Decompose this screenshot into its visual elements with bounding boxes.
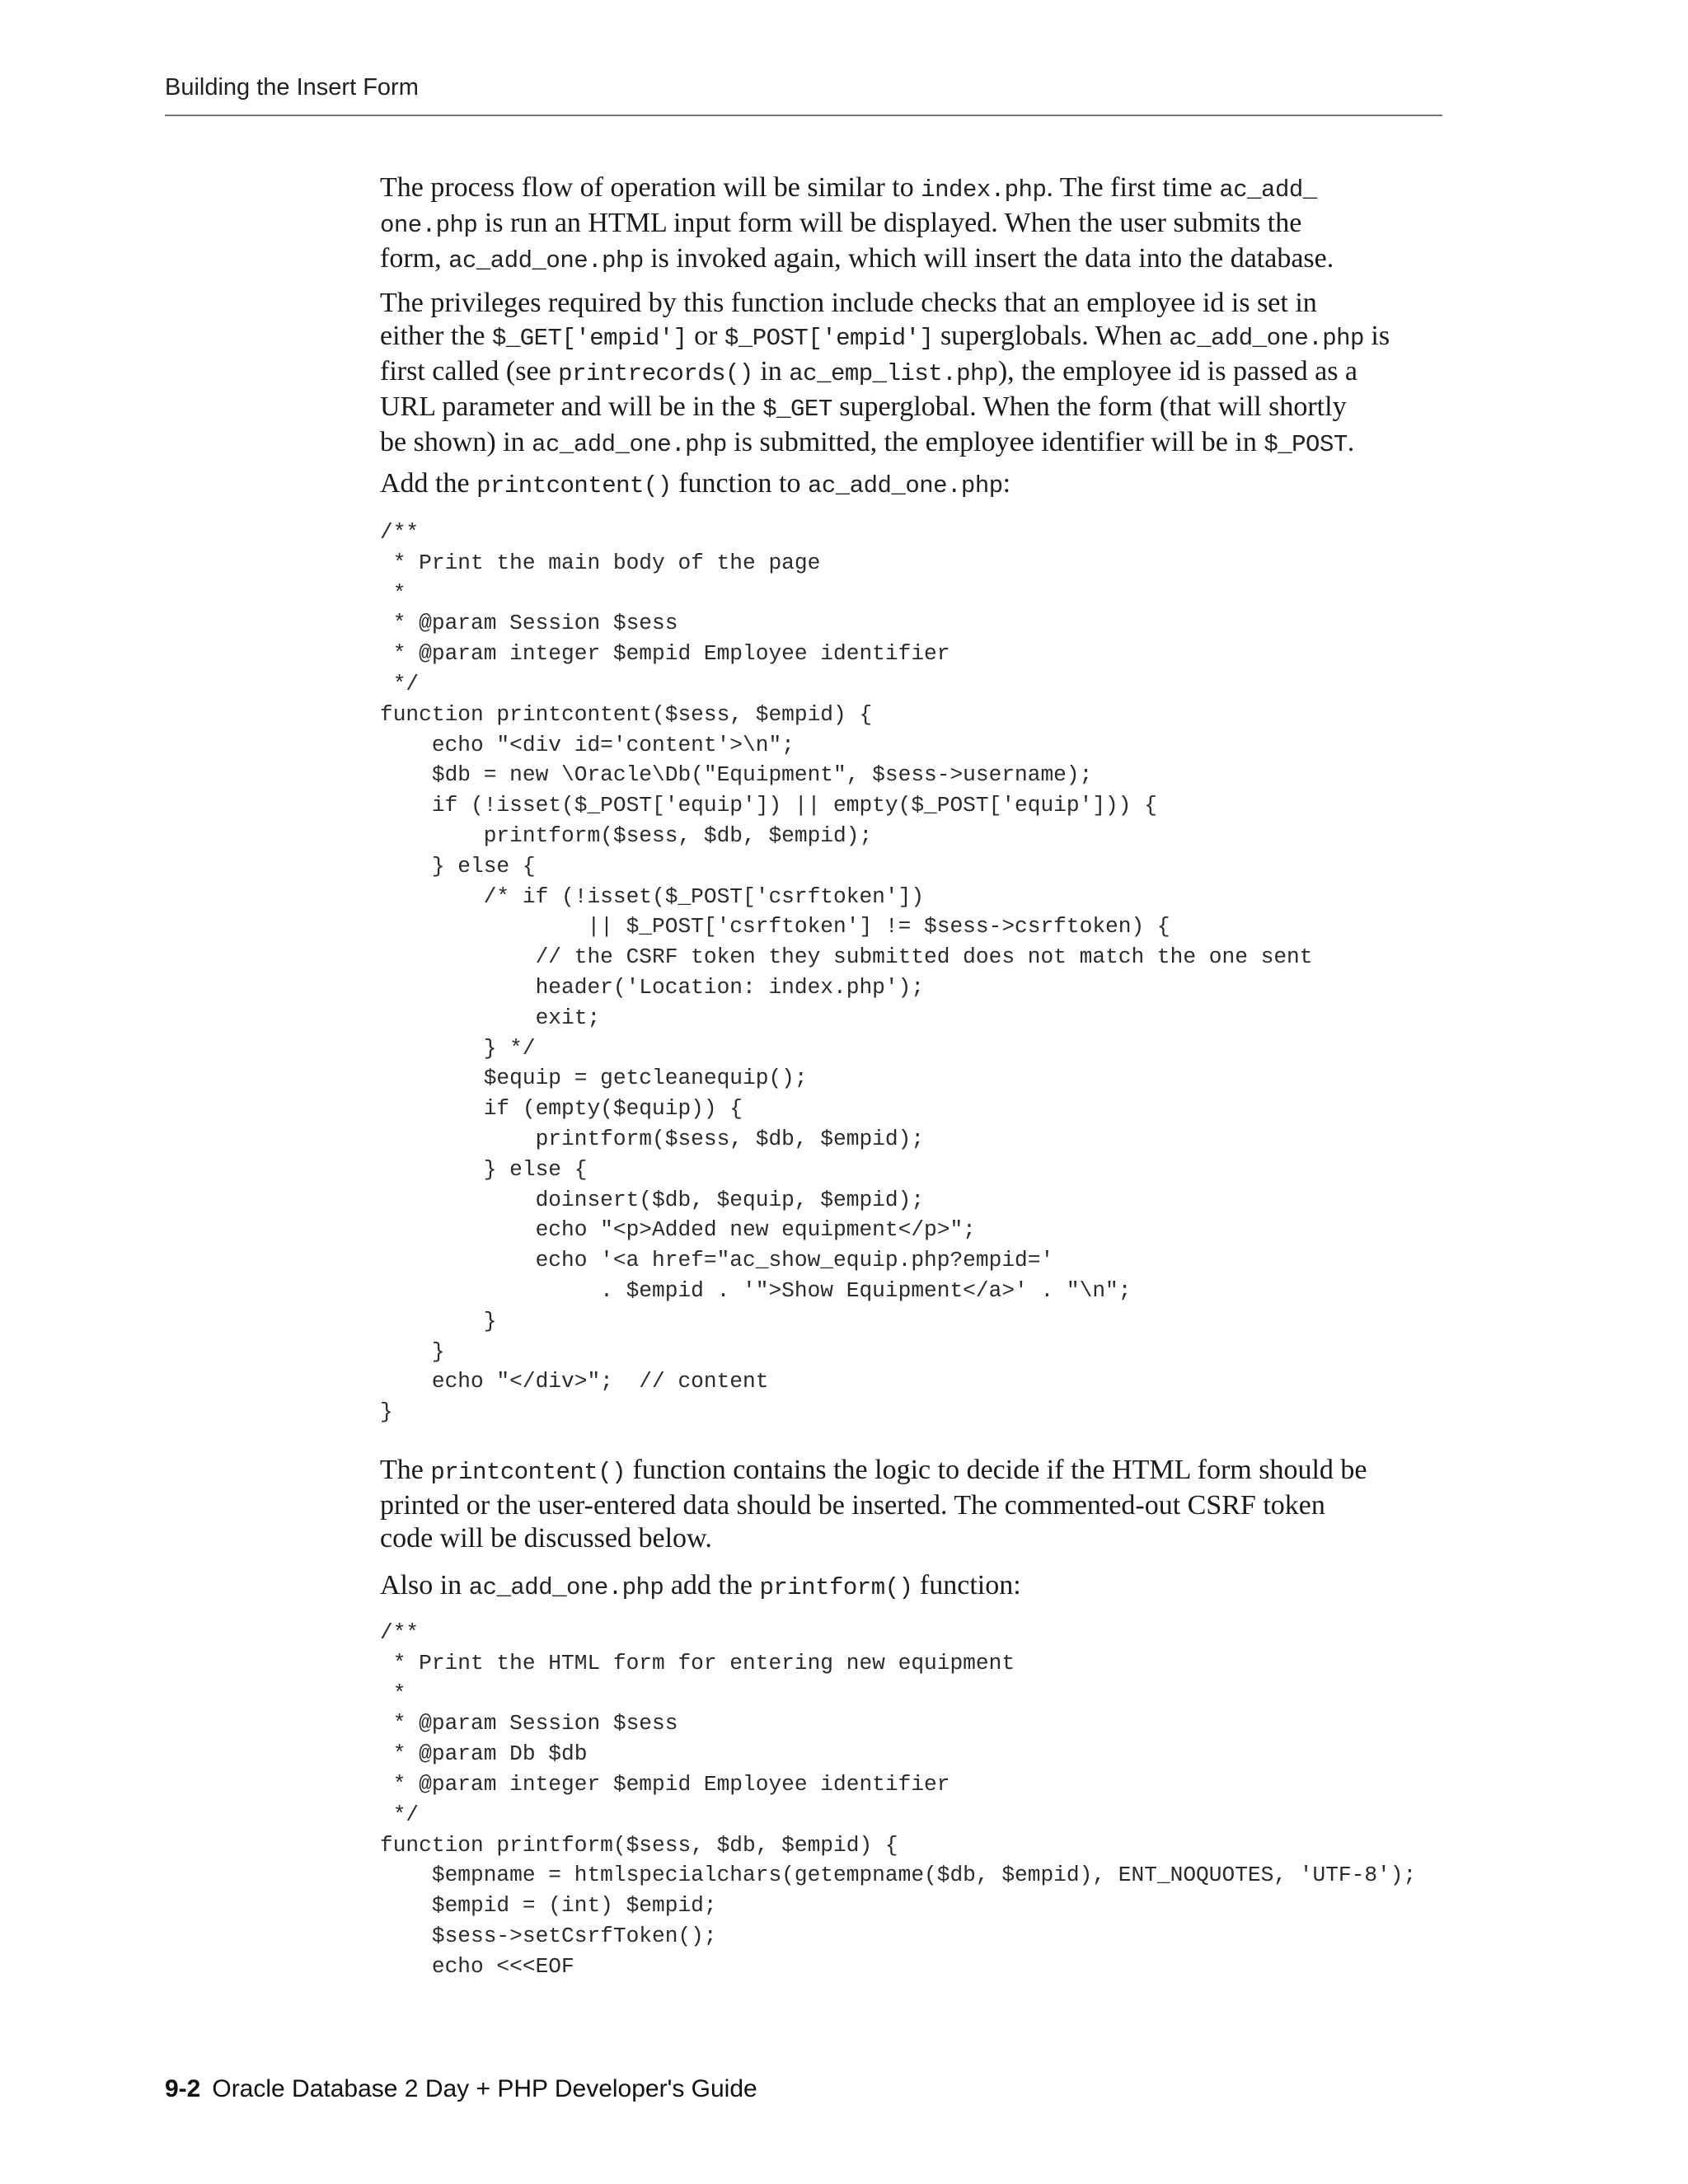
code-block-printcontent [380,518,1312,1427]
code-block-printform [380,1618,1416,1982]
page-number: 9-2 [165,2075,201,2102]
code-line: } else { [380,853,536,879]
code-line: * Print the main body of the page [380,550,821,575]
paragraph-add-printform: Also in ac_add_one.php add the printform() function: [380,1570,1021,1601]
code-line: . $empid . '">Show Equipment</a>' . "\n"; [380,1277,1132,1303]
code-line: * [380,580,406,606]
paragraph-printcontent-logic: The printcontent() function contains the logic to decide if the HTML form should be printed or the user-entered data should be inserted. The commented-out CSRF token code will be discussed below. [380,1455,1367,1554]
code-line: } [380,1399,393,1425]
code-line: if (empty($equip)) { [380,1096,743,1122]
code-line: */ [380,1802,420,1827]
code-line: echo '<a href="ac_show_equip.php?empid=' [380,1248,1054,1273]
code-line: * @param integer $empid Employee identifier [380,641,950,667]
code-line: echo "<p>Added new equipment</p>"; [380,1217,976,1243]
code-line: function printform($sess, $db, $empid) { [380,1832,898,1858]
book-title: Oracle Database 2 Day + PHP Developer's Guide [212,2075,757,2102]
code-line: $empname = htmlspecialchars(getempname($db, $empid), ENT_NOQUOTES, 'UTF-8'); [380,1863,1417,1888]
code-line: echo <<<EOF [380,1953,574,1979]
paragraph-add-printcontent: Add the printcontent() function to ac_add_one.php: [380,468,1011,499]
code-line: $sess->setCsrfToken(); [380,1923,717,1948]
code-line: // the CSRF token they submitted does not match the one sent [380,944,1313,970]
code-line: * @param integer $empid Employee identifier [380,1771,950,1797]
code-line: if (!isset($_POST['equip']) || empty($_POST['equip'])) { [380,793,1157,818]
code-line: exit; [380,1005,601,1030]
code-line: * [380,1680,406,1706]
code-line: */ [380,671,420,696]
code-line: } [380,1308,497,1333]
code-line: * @param Session $sess [380,1711,678,1736]
code-line: $empid = (int) $empid; [380,1893,717,1919]
paragraph-privileges: The privileges required by this function include checks that an employee id is set in either the $_GET['empid'] or $_POST['empid'] superglobals. When ac_add_one.php is first called (see printrecords() in ac_emp_list.php), the employee id is passed as a URL parameter and will be in the $_GET superglobal. When the form (that will shortly be shown) in ac_add_one.php is submitted, the employee identifier will be in $_POST. [380,288,1390,458]
code-line: $db = new \Oracle\Db("Equipment", $sess->username); [380,762,1093,788]
paragraph-process-flow: The process flow of operation will be similar to index.php. The first time ac_add_ one.php is run an HTML input form will be displayed. When the user submits the form, ac_add_one.php is invoked again, which will insert the data into the database. [380,172,1334,274]
code-line: /* if (!isset($_POST['csrftoken']) [380,883,925,909]
page-footer [165,2075,757,2103]
code-line: printform($sess, $db, $empid); [380,1126,925,1151]
code-line: /** [380,1620,420,1645]
code-line: $equip = getcleanequip(); [380,1066,808,1091]
code-line: } */ [380,1035,536,1061]
code-line: * @param Session $sess [380,611,678,636]
code-line: * @param Db $db [380,1741,588,1767]
header-rule [165,115,1442,116]
code-line: echo "<div id='content'>\n"; [380,732,795,757]
code-line: printform($sess, $db, $empid); [380,823,873,848]
code-line: } else { [380,1156,588,1182]
code-line: echo "</div>"; // content [380,1369,769,1394]
code-line: || $_POST['csrftoken'] != $sess->csrftoken) { [380,914,1170,940]
running-header: Building the Insert Form [165,74,419,101]
code-line: * Print the HTML form for entering new equipment [380,1650,1015,1675]
code-line: /** [380,520,420,545]
code-line: } [380,1338,445,1364]
code-line: header('Location: index.php'); [380,974,925,1000]
code-line: function printcontent($sess, $empid) { [380,701,873,727]
code-line: doinsert($db, $equip, $empid); [380,1187,925,1212]
